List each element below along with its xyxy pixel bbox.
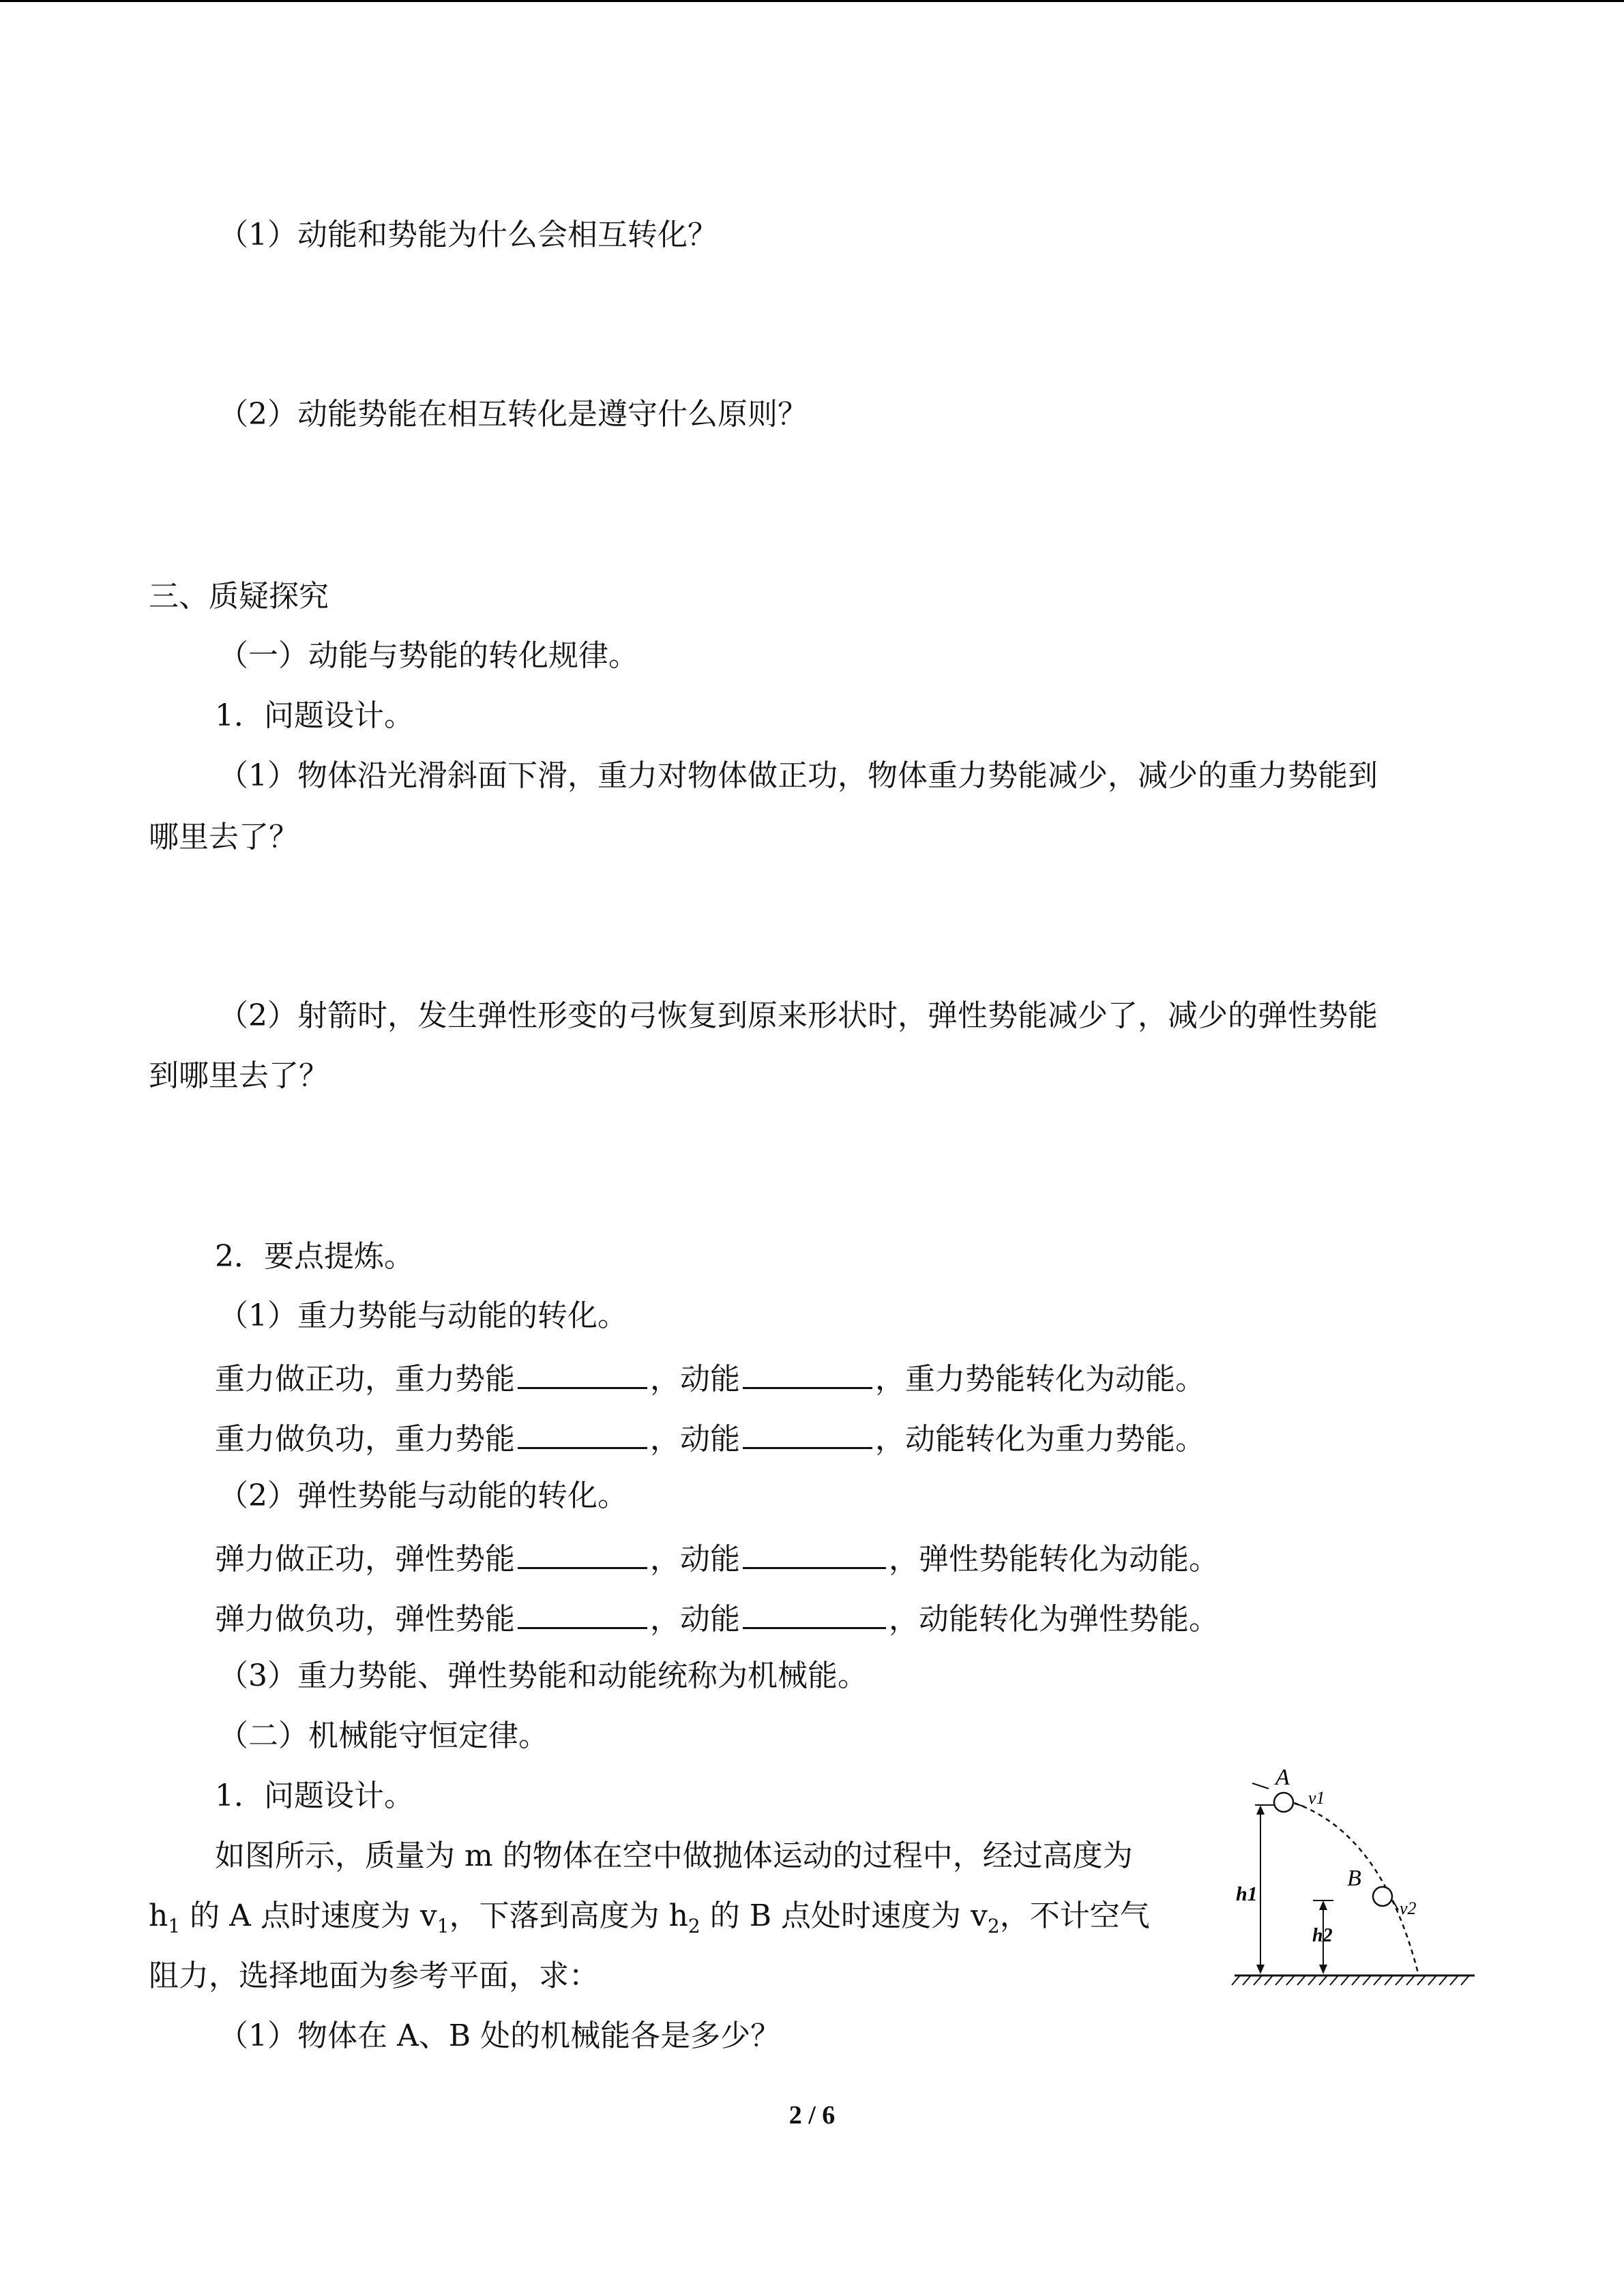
fill-in-text: 重力做正功，重力势能: [215, 1362, 515, 1397]
answer-blank[interactable]: [518, 1356, 647, 1389]
fill-in-text: ，动能: [650, 1422, 740, 1457]
part-1-problem-design: 1．问题设计。: [215, 698, 414, 733]
problem-question-1: （1）物体在 A、B 处的机械能各是多少？: [218, 2018, 781, 2053]
key-point-1: （1）重力势能与动能的转化。: [218, 1298, 628, 1333]
fill-in-line-3: [215, 1536, 1219, 1580]
fill-in-text: ，弹性势能转化为动能。: [889, 1542, 1219, 1577]
part-1-heading: （一）动能与势能的转化规律。: [218, 638, 638, 673]
page-number: 2 / 6: [788, 2101, 836, 2130]
arrow-head-down: [1256, 1965, 1265, 1974]
part-1-question-2-line-2: 到哪里去了？: [149, 1058, 329, 1093]
label-b: B: [1347, 1866, 1361, 1891]
section-heading-3: 三、质疑探究: [149, 579, 329, 614]
part-2-heading: （二）机械能守恒定律。: [218, 1718, 548, 1753]
subscript: 2: [987, 1915, 1000, 1937]
text-run: 的 A 点时速度为 v: [180, 1898, 437, 1933]
ball-b: [1373, 1887, 1392, 1906]
answer-blank[interactable]: [743, 1596, 886, 1629]
fill-in-text: ，动能转化为弹性势能。: [889, 1602, 1219, 1637]
subscript: 2: [688, 1915, 700, 1937]
text-run: ，不计空气: [999, 1898, 1150, 1933]
text-run: 的 B 点处时速度为 v: [700, 1898, 988, 1933]
question-2: （2）动能势能在相互转化是遵守什么原则？: [218, 397, 808, 432]
key-points-heading: 2．要点提炼。: [215, 1239, 414, 1274]
velocity-v1-arrow: [1295, 1804, 1304, 1806]
arrow-head-up: [1319, 1900, 1327, 1910]
fill-in-text: ，动能: [650, 1542, 740, 1577]
fill-in-text: 弹力做正功，弹性势能: [215, 1542, 515, 1577]
part-1-question-1-line-2: 哪里去了？: [149, 820, 299, 854]
text-run: ，下落到高度为 h: [449, 1898, 688, 1933]
problem-text-line-1: 如图所示，质量为 m 的物体在空中做抛体运动的过程中，经过高度为: [215, 1838, 1133, 1873]
motion-tick: [1252, 1783, 1269, 1789]
label-a: A: [1275, 1765, 1290, 1790]
part-2-problem-design: 1．问题设计。: [215, 1778, 414, 1813]
arrow-head-up: [1256, 1805, 1265, 1815]
question-1: （1）动能和势能为什么会相互转化？: [218, 218, 718, 252]
top-border: [0, 0, 1624, 2]
key-point-3: （3）重力势能、弹性势能和动能统称为机械能。: [218, 1658, 868, 1693]
label-h2: h2: [1312, 1925, 1333, 1946]
ground-hatching: [1232, 1976, 1469, 1985]
label-h1: h1: [1236, 1883, 1258, 1905]
fill-in-text: ，动能转化为重力势能。: [875, 1422, 1205, 1457]
fill-in-text: ，动能: [650, 1362, 740, 1397]
fill-in-text: ，动能: [650, 1602, 740, 1637]
label-v2: v2: [1400, 1898, 1417, 1918]
ball-a: [1274, 1793, 1293, 1812]
answer-blank[interactable]: [743, 1416, 872, 1449]
part-1-question-2-line-1: （2）射箭时，发生弹性形变的弓恢复到原来形状时，弹性势能减少了，减少的弹性势能: [218, 998, 1378, 1033]
answer-blank[interactable]: [518, 1536, 647, 1569]
text-run: h: [149, 1898, 168, 1933]
answer-blank[interactable]: [518, 1596, 647, 1629]
label-v1: v1: [1308, 1788, 1325, 1808]
key-point-2: （2）弹性势能与动能的转化。: [218, 1478, 628, 1513]
fill-in-text: ，重力势能转化为动能。: [875, 1362, 1205, 1397]
answer-blank[interactable]: [743, 1356, 872, 1389]
fill-in-text: 弹力做负功，弹性势能: [215, 1602, 515, 1637]
problem-text-line-2: [149, 1896, 1150, 1947]
subscript: 1: [168, 1915, 181, 1937]
fill-in-line-4: [215, 1596, 1219, 1640]
projectile-diagram: [1228, 1763, 1480, 1995]
problem-text-line-3: 阻力，选择地面为参考平面，求：: [149, 1958, 599, 1993]
answer-blank[interactable]: [743, 1536, 886, 1569]
arrow-head-down: [1319, 1965, 1327, 1974]
part-1-question-1-line-1: （1）物体沿光滑斜面下滑，重力对物体做正功，物体重力势能减少，减少的重力势能到: [218, 758, 1378, 793]
fill-in-text: 重力做负功，重力势能: [215, 1422, 515, 1457]
fill-in-line-2: [215, 1416, 1205, 1460]
answer-blank[interactable]: [518, 1416, 647, 1449]
subscript: 1: [437, 1915, 449, 1937]
fill-in-line-1: [215, 1356, 1205, 1400]
